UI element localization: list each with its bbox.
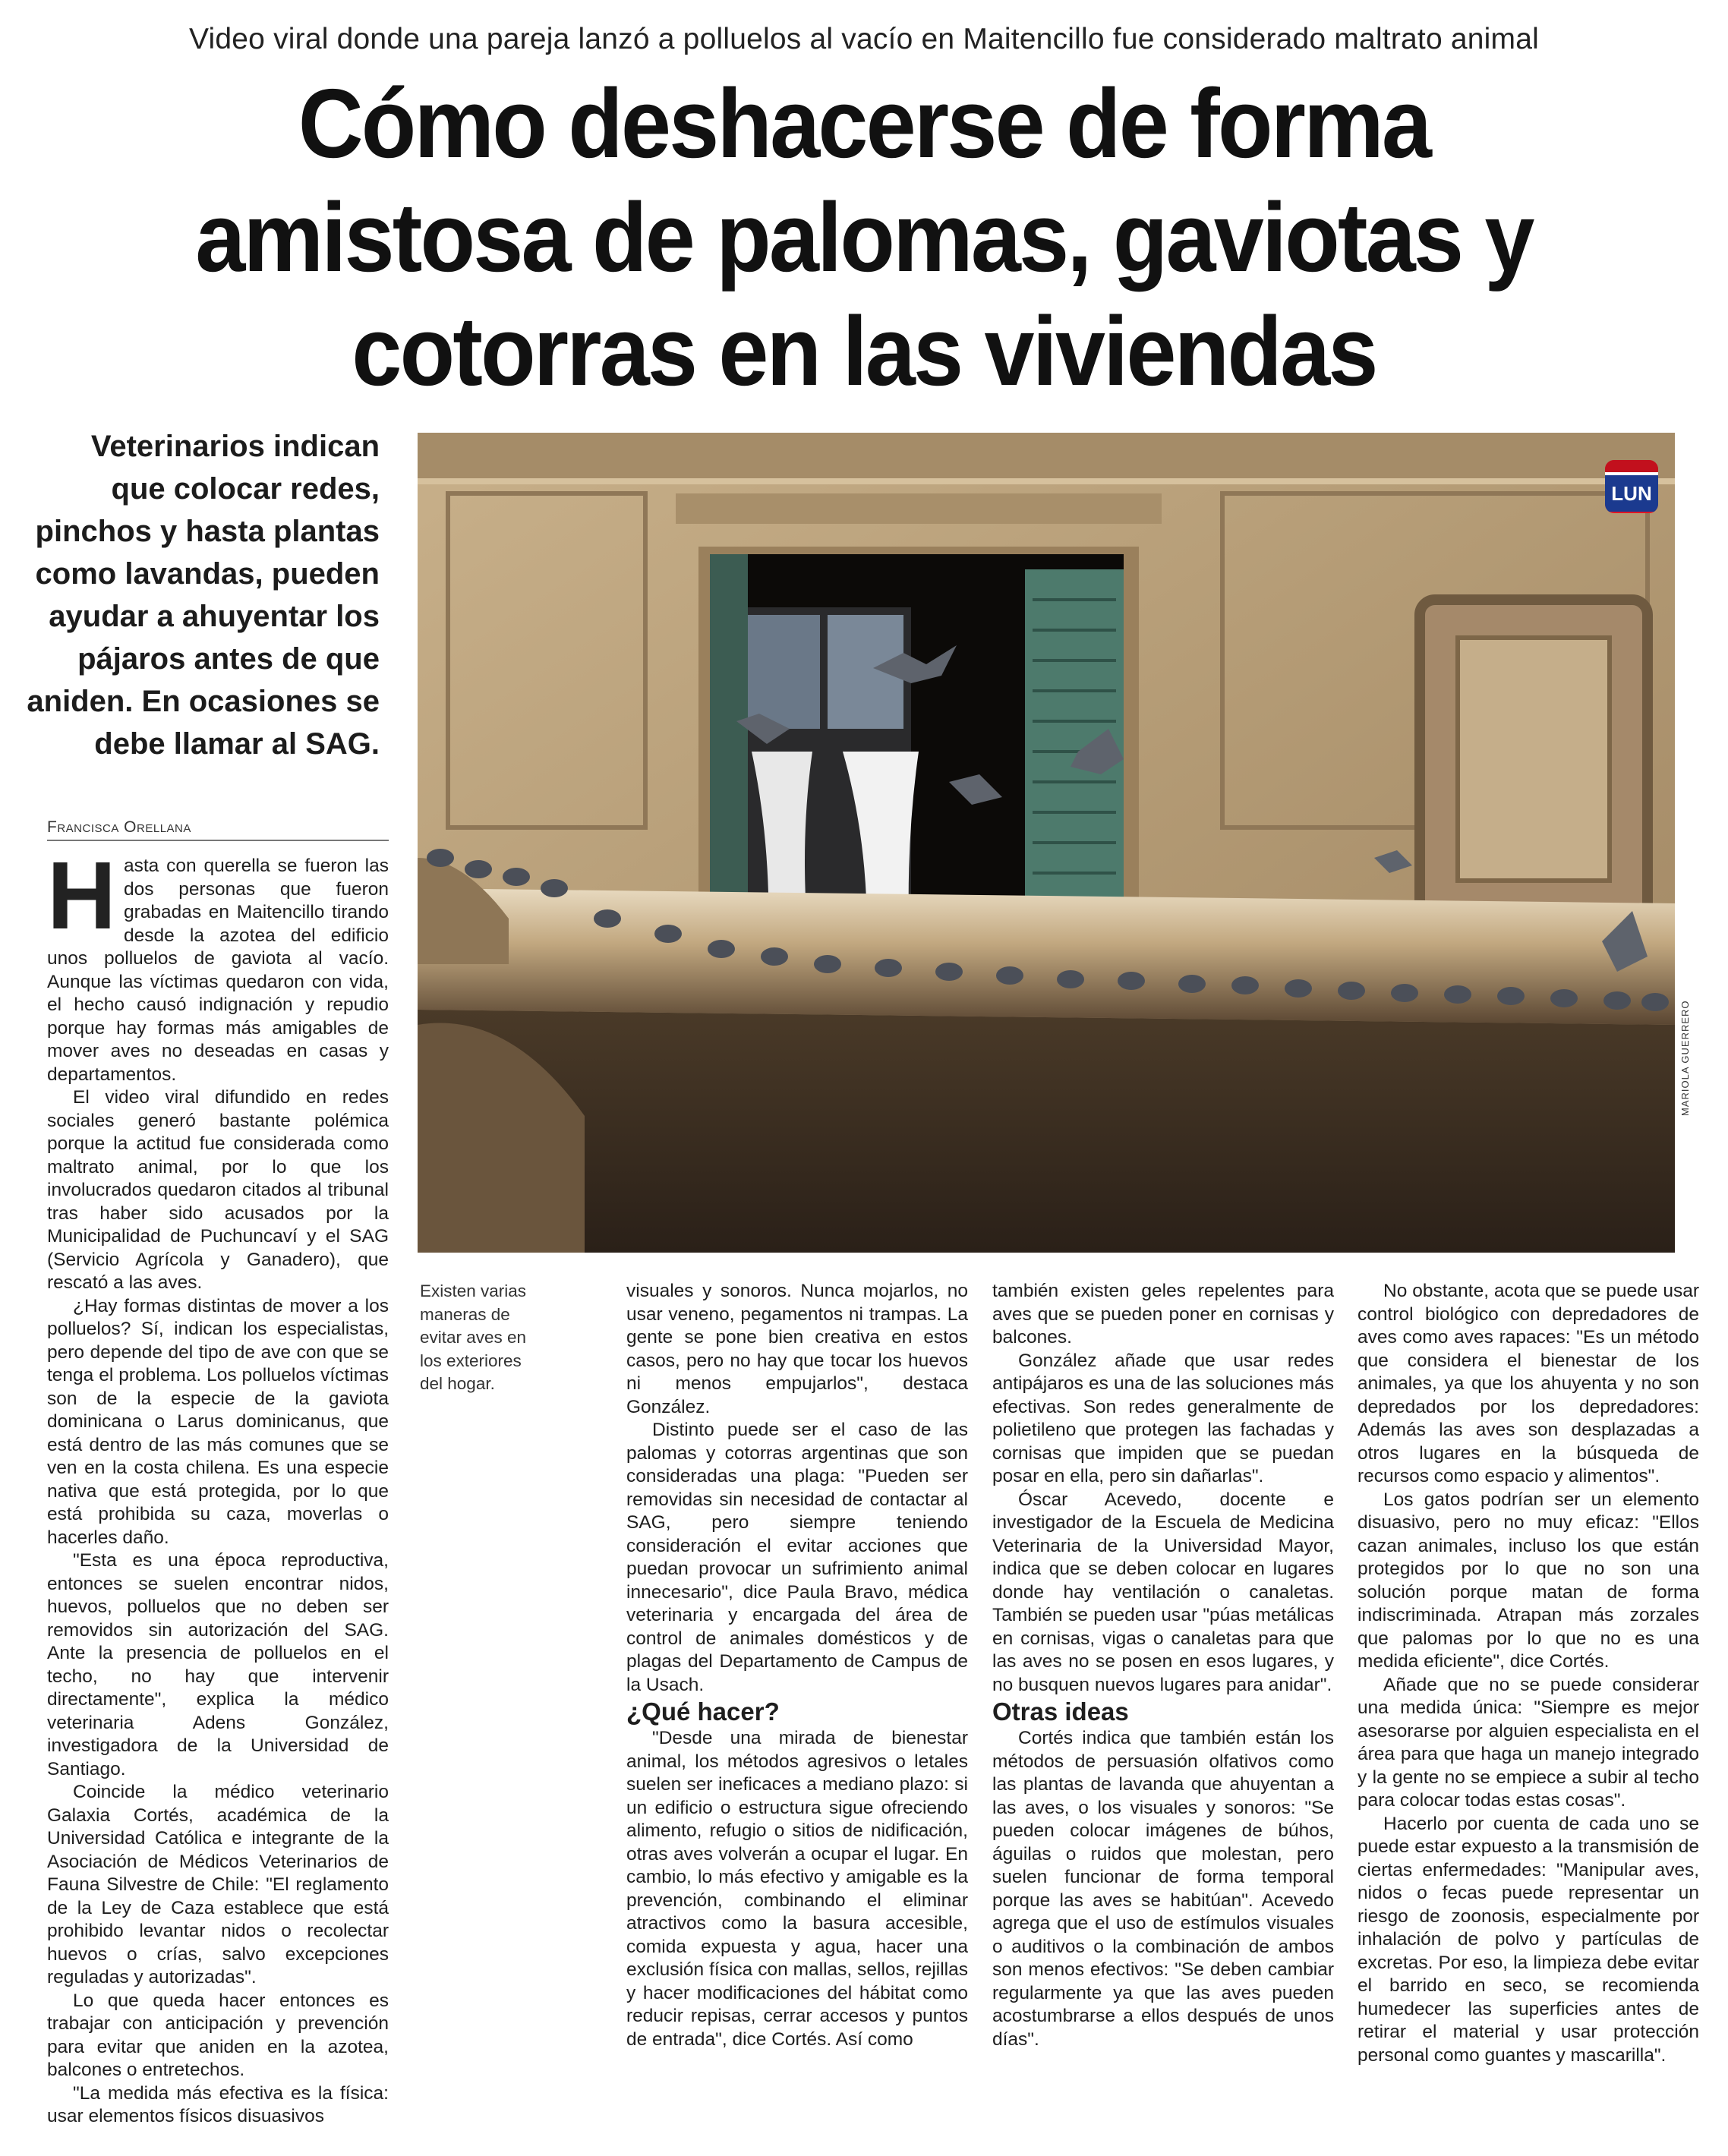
photo-credit: MARIOLA GUERRERO [1679,1000,1691,1116]
lead-line: que colocar redes, [111,472,380,506]
body-column-1 [47,842,389,2129]
body-paragraph: "La medida más efectiva es la física: usar elementos físicos disuasivos [47,2082,389,2126]
body-paragraph [47,842,389,1086]
body-paragraph: Cortés indica que también están los métodos de persuasión olfativos como las plantas de lavanda que ahuyentan a las aves, o los visuales y sonoros: "Se pueden colocar imágenes de búhos, águilas o ruidos que molestan, pero suelen funcionar de forma temporal porque las aves se habitúan". Acevedo agrega que el uso de estímulos visuales o auditivos o la combinación de ambos son menos efectivos: "Se deben cambiar regularmente ya que las aves pueden acostumbrarse a ellos después de unos días". [992,1728,1334,2050]
body-paragraph: Óscar Acevedo, docente e investigador de la Escuela de Medicina Veterinaria de la Universidad Mayor, indica que se deben colocar en lugares donde hay ventilación o canaletas. También se pueden usar "púas metálicas en cornisas, vigas o canaletas para que las aves no se posen en esos lugares, y no busquen nuevos lugares para anidar". [992,1489,1334,1695]
lead-summary [23,425,380,765]
body-paragraph: Añade que no se puede considerar una medida única: "Siempre es mejor asesorarse por alguien especialista en el área para que haga un manejo integrado y la gente no se empiece a subir al techo para colocar todas estas cosas". [1357,1674,1699,1811]
headline-line: cotorras en las viviendas [352,297,1376,406]
body-column-2 [626,1280,968,2051]
body-paragraph: Coincide la médico veterinario Galaxia Cortés, académica de la Universidad Católica e integrante de la Asociación de Médicos Veterinarios de Fauna Silvestre de Chile: "El reglamento de la Ley de Caza establece que está prohibido levantar nidos o recolectar huevos o crías, salvo excepciones reguladas y autorizadas". [47,1782,389,1987]
body-paragraph: El video viral difundido en redes sociales generó bastante polémica porque la actitud fue considerada como maltrato animal, por lo que los involucrados quedaron citados al tribunal tras haber sido acusados por la Municipalidad de Puchuncaví y el SAG (Servicio Agrícola y Ganadero), que rescató a las aves. [47,1087,389,1293]
subhead: Otras ideas [992,1697,1129,1726]
body-paragraph: Los gatos podrían ser un elemento disuasivo, pero no muy eficaz: "Ellos cazan animales, incluso los que están protegidos por lo que no son una solución porque matan de forma indiscriminada. Atrapan más zorzales que palomas por lo que no es una medida eficiente", dice Cortés. [1357,1489,1699,1672]
body-paragraph: también existen geles repelentes para aves que se pueden poner en cornisas y balcones. [992,1281,1334,1348]
photo-building-pigeons [418,433,1675,1253]
body-paragraph: Distinto puede ser el caso de las palomas y cotorras argentinas que son consideradas una plaga: "Pueden ser removidas sin necesidad de contactar al SAG, pero siempre teniendo consideración el evitar acciones que puedan provocar un sufrimiento animal innecesario", dice Paula Bravo, médica veterinaria y encargada del área de control de animales domésticos y de plagas del Departamento de Campus de la Usach. [626,1420,968,1695]
body-paragraph: Hacerlo por cuenta de cada uno se puede estar expuesto a la transmisión de ciertas enfermedades: "Manipular aves, nidos o fecas puede representar un riesgo de zoonosis, especialmente por inhalación de polvo y partículas de excretas. Por eso, la limpieza debe evitar el barrido en seco, se recomienda humedecer las superficies antes de retirar el material y usar protección personal como guantes y mascarilla". [1357,1813,1699,2066]
lead-line: pinchos y hasta plantas [35,515,380,548]
headline-line: amistosa de palomas, gaviotas y [195,183,1533,292]
paragraph-text: asta con querella se fueron las dos personas que fueron grabadas en Maitencillo tirando desde la azotea del edificio unos polluelos de gaviota al vacío. Aunque las víctimas quedaron con vida, el hecho causó indignación y repudio porque hay formas más amigables de mover aves no deseadas en casas y departamentos. [47,856,389,1085]
photo-illustration [418,433,1675,1253]
lead-line: como lavandas, pueden [35,557,380,591]
lun-logo [1605,460,1658,513]
lead-line: debe llamar al SAG. [94,727,380,761]
body-paragraph: "Desde una mirada de bienestar animal, los métodos agresivos o letales suelen ser ineficaces a mediano plazo: si un edificio o estructura sigue ofreciendo alimento, refugio o sitios de nidificación, otras aves volverán a ocupar el lugar. En cambio, lo más efectivo y amigable es la prevención, combinando el eliminar atractivos como la basura accesible, comida expuesta y agua, hacer una exclusión física con mallas, sellos, rejillas y hacer modificaciones del hábitat como reducir repisas, cerrar accesos y puntos de entrada", dice Cortés. Así como [626,1728,968,2050]
byline: Francisca Orellana [47,818,389,841]
body-paragraph: ¿Hay formas distintas de mover a los polluelos? Sí, indican los especialistas, pero depende del tipo de ave con que se tenga el problema. Los polluelos víctimas son de la especie de la gaviota dominicana o Larus dominicanus, que está dentro de las más comunes que se ven en la costa chilena. Es una especie nativa que está protegida, por lo que está prohibida su caza, moverlas o hacerles daño. [47,1295,389,1548]
headline [132,67,1596,408]
kicker: Video viral donde una pareja lanzó a polluelos al vacío en Maitencillo fue considerado maltrato animal [189,23,1539,55]
photo-caption: Existen varias maneras de evitar aves en los exteriores del hogar. [420,1281,527,1393]
body-paragraph: No obstante, acota que se puede usar control biológico con depredadores de aves como aves rapaces: "Es un método que considera el bienestar de los animales, ya que los ahuyenta y no son depredados por los depredadores: Además las aves son desplazadas a otros lugares en la búsqueda de recursos como espacio y alimentos". [1357,1281,1699,1486]
body-paragraph: González añade que usar redes antipájaros es una de las soluciones más efectivas. Son redes generalmente de polietileno que protegen las fachadas y cornisas que impiden que se puedan posar en ella, pero sin dañarlas". [992,1350,1334,1486]
lead-line: aniden. En ocasiones se [27,685,380,718]
body-paragraph: visuales y sonoros. Nunca mojarlos, no usar veneno, pegamentos ni trampas. La gente se pone bien creativa en estos casos, pero no hay que tocar los huevos ni menos empujarlos", destaca González. [626,1281,968,1417]
lead-line: pájaros antes de que [77,642,380,676]
lead-line: ayudar a ahuyentar los [49,600,380,633]
subhead: ¿Qué hacer? [626,1697,780,1726]
lead-line: Veterinarios indican [90,430,380,463]
headline-line: Cómo deshacerse de forma [298,69,1430,178]
lun-logo-text: LUN [1605,475,1658,512]
body-paragraph: Lo que queda hacer entonces es trabajar con anticipación y prevención para evitar que aniden en la azotea, balcones o entretechos. [47,1990,389,2080]
body-paragraph: "Esta es una época reproductiva, entonces se suelen encontrar nidos, huevos, polluelos que no deben ser removidos sin autorización del SAG. Ante la presencia de polluelos en el techo, no hay que intervenir directamente", explica la médico veterinaria Adens González, investigadora de la Universidad de Santiago. [47,1550,389,1779]
body-column-3 [992,1280,1334,2051]
dropcap: H [47,842,116,949]
body-column-4 [1357,1280,1699,2067]
